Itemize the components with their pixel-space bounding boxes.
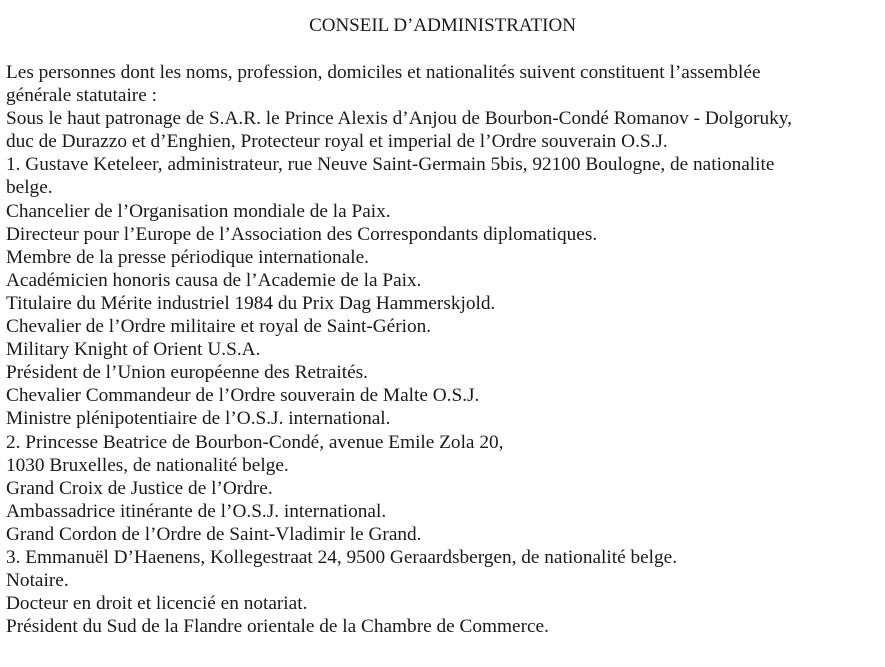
document-body: [6, 61, 881, 638]
member-title: Président de l’Union européenne des Retraités.: [6, 362, 368, 384]
member-title: Chancelier de l’Organisation mondiale de la Paix.: [6, 200, 391, 222]
patronage-line: Sous le haut patronage de S.A.R. le Prince Alexis d’Anjou de Bourbon-Condé Romanov - Dolgoruky,: [6, 108, 792, 130]
member-title: Grand Croix de Justice de l’Ordre.: [6, 477, 273, 499]
member-title: Chevalier Commandeur de l’Ordre souverain de Malte O.S.J.: [6, 385, 480, 407]
document-title: CONSEIL D’ADMINISTRATION: [309, 15, 576, 36]
member-entry: 1030 Bruxelles, de nationalité belge.: [6, 454, 289, 476]
member-title: Docteur en droit et licencié en notariat.: [6, 593, 308, 615]
intro-line: Les personnes dont les noms, profession, domiciles et nationalités suivent constituent l’assemblée: [6, 62, 761, 83]
patronage-line: duc de Durazzo et d’Enghien, Protecteur royal et imperial de l’Ordre souverain O.S.J.: [6, 131, 668, 153]
member-entry: belge.: [6, 177, 53, 199]
member-title: Directeur pour l’Europe de l’Association des Correspondants diplomatiques.: [6, 223, 598, 245]
member-entry: 2. Princesse Beatrice de Bourbon-Condé, avenue Emile Zola 20,: [6, 431, 504, 453]
member-title: Ministre plénipotentiaire de l’O.S.J. international.: [6, 408, 391, 430]
member-entry: 3. Emmanuël D’Haenens, Kollegestraat 24, 9500 Geraardsbergen, de nationalité belge.: [6, 546, 678, 568]
member-title: Chevalier de l’Ordre militaire et royal de Saint-Gérion.: [6, 316, 432, 338]
intro-line: générale statutaire :: [6, 85, 157, 107]
member-title: Notaire.: [6, 570, 69, 592]
member-entry: 1. Gustave Keteleer, administrateur, rue Neuve Saint-Germain 5bis, 92100 Boulogne, de nationalite: [6, 154, 775, 176]
member-title: Membre de la presse périodique internationale.: [6, 246, 369, 268]
member-title: Military Knight of Orient U.S.A.: [6, 339, 261, 361]
member-title: Grand Cordon de l’Ordre de Saint-Vladimir le Grand.: [6, 523, 422, 545]
member-title: Titulaire du Mérite industriel 1984 du Prix Dag Hammerskjold.: [6, 292, 496, 314]
member-title: Académicien honoris causa de l’Academie de la Paix.: [6, 269, 422, 291]
member-title: Ambassadrice itinérante de l’O.S.J. international.: [6, 500, 387, 522]
member-title: Président du Sud de la Flandre orientale de la Chambre de Commerce.: [6, 616, 549, 638]
